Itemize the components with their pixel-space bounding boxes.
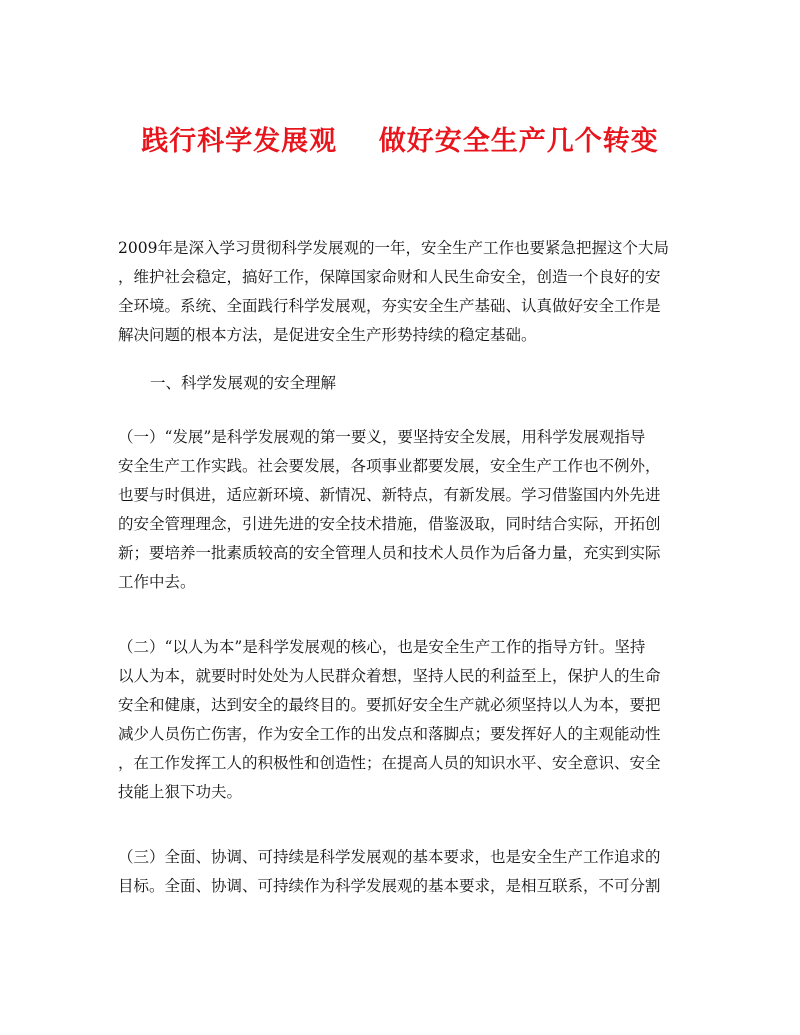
paragraph-line: 以人为本，就要时时处处为人民群众着想，坚持人民的利益至上，保护人的生命 [118,667,661,685]
paragraph-line: 也要与时俱进，适应新环境、新情况、新特点，有新发展。学习借鉴国内外先进 [118,486,661,504]
paragraph-line: （二）“以人为本”是科学发展观的核心，也是安全生产工作的指导方针。坚持 [118,638,646,656]
paragraph-line: （三）全面、协调、可持续是科学发展观的基本要求，也是安全生产工作追求的 [118,848,661,866]
paragraph-line: 安全生产工作实践。社会要发展，各项事业都要发展，安全生产工作也不例外， [118,457,661,475]
section-three-paragraph [118,843,684,901]
paragraph-line: 新；要培养一批素质较高的安全管理人员和技术人员作为后备力量，充实到实际 [118,544,661,562]
paragraph-line: 工作中去。 [118,573,196,591]
paragraph-line: ，维护社会稳定，搞好工作，保障国家命财和人民生命安全，创造一个良好的安 [118,268,661,286]
section-heading: 一、科学发展观的安全理解 [150,374,337,392]
paragraph-line: 减少人员伤亡伤害，作为安全工作的出发点和落脚点；要发挥好人的主观能动性 [118,725,661,743]
paragraph-line: 2009年是深入学习贯彻科学发展观的一年，安全生产工作也要紧急把握这个大局 [118,239,669,257]
paragraph-line: 解决问题的根本方法，是促进安全生产形势持续的稳定基础。 [118,326,537,344]
paragraph-line: ，在工作发挥工人的积极性和创造性；在提高人员的知识水平、安全意识、安全 [118,754,661,772]
paragraph-line: 的安全管理理念，引进先进的安全技术措施，借鉴汲取，同时结合实际，开拓创 [118,515,661,533]
section-two-paragraph [118,633,684,807]
paragraph-line: （一）“发展”是科学发展观的第一要义，要坚持安全发展，用科学发展观指导 [118,428,646,446]
paragraph-line: 目标。全面、协调、可持续作为科学发展观的基本要求，是相互联系，不可分割 [118,877,661,895]
section-one-paragraph [118,423,684,597]
paragraph-line: 安全和健康，达到安全的最终目的。要抓好安全生产就必须坚持以人为本，要把 [118,696,661,714]
paragraph-line: 技能上狠下功夫。 [118,783,243,801]
document-title: 践行科学发展观 做好安全生产几个转变 [141,126,659,158]
paragraph-line: 全环境。系统、全面践行科学发展观，夯实安全生产基础、认真做好安全工作是 [118,297,661,315]
intro-paragraph [118,234,684,350]
